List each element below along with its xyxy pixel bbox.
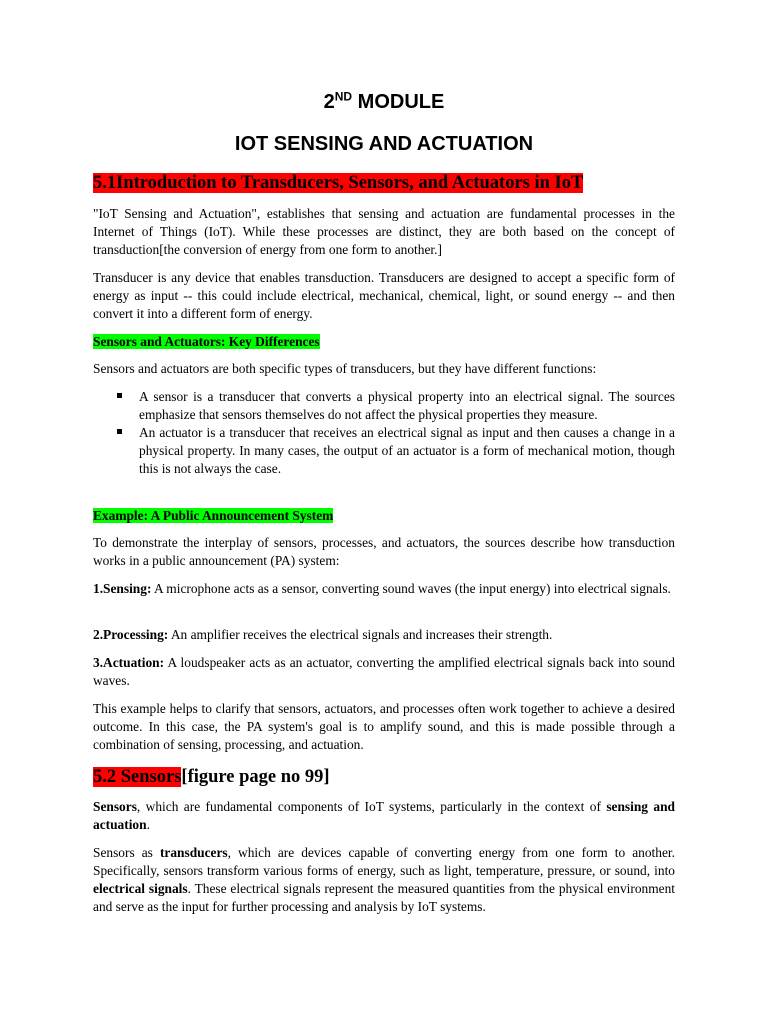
section-5-2-heading-rest: [figure page no 99] — [181, 767, 330, 787]
list-item-text: An actuator is a transducer that receives an electrical signal as input and then causes a change in a physical property. In many cases, the output of an actuator is a form of mechanical motion, though this is not always the case. — [139, 425, 675, 476]
example-intro: To demonstrate the interplay of sensors, processes, and actuators, the sources describe how transduction works in a public announcement (PA) system: — [93, 535, 675, 568]
module-title — [93, 90, 675, 114]
sensors-paragraph-1 — [93, 798, 675, 834]
list-item-sensor — [93, 388, 675, 424]
module-word: MODULE — [357, 91, 445, 113]
bold-term: transducers — [159, 845, 228, 860]
step-processing — [93, 626, 675, 644]
intro-paragraph-2: Transducer is any device that enables transduction. Transducers are designed to accept a specific form of energy as input -- this could include electrical, mechanical, chemical, light, or sound energy -- and then convert it into a different form of energy. — [93, 270, 675, 321]
key-differences-intro: Sensors and actuators are both specific types of transducers, but they have different functions: — [93, 361, 597, 376]
step-label: 2.Processing: — [93, 627, 169, 642]
text-run: . These electrical signals represent the measured quantities from the physical environment and serve as the input for further processing and analysis by IoT systems. — [93, 881, 675, 914]
bold-term: Sensors — [93, 799, 137, 814]
bold-term: sensing and actuation — [93, 799, 675, 832]
example-heading-text: Example: A Public Announcement System — [93, 508, 334, 523]
key-differences-heading-text: Sensors and Actuators: Key Differences — [93, 334, 320, 349]
step-label: 3.Actuation: — [93, 655, 165, 670]
example-heading — [93, 507, 675, 525]
text-run: . — [146, 817, 150, 832]
bullet-square-icon — [117, 429, 122, 434]
section-5-2-heading — [93, 766, 675, 788]
bold-term: electrical signals — [93, 881, 188, 896]
bullet-list — [93, 388, 675, 478]
module-number-suffix: ND — [334, 89, 353, 104]
step-text: A loudspeaker acts as an actuator, converting the amplified electrical signals back into sound waves. — [93, 655, 675, 688]
key-differences-heading — [93, 333, 675, 351]
section-5-2-heading-highlight: 5.2 Sensors — [93, 767, 182, 787]
step-sensing — [93, 580, 675, 598]
example-conclusion: This example helps to clarify that sensors, actuators, and processes often work together to achieve a desired outcome. In this case, the PA system's goal is to amplify sound, and this is made possible through a combination of sensing, processing, and actuation. — [93, 701, 675, 752]
intro-paragraph-1: "IoT Sensing and Actuation", establishes that sensing and actuation are fundamental processes in the Internet of Things (IoT). While these processes are distinct, they are both based on the concept of transduction[the conversion of energy from one form to another.] — [93, 206, 675, 257]
list-item-text: A sensor is a transducer that converts a physical property into an electrical signal. The sources emphasize that sensors themselves do not affect the physical properties they measure. — [139, 389, 675, 422]
sensors-paragraph-2 — [93, 844, 675, 916]
module-number: 2 — [323, 91, 335, 113]
text-run: Sensors as — [93, 845, 160, 860]
step-actuation — [93, 654, 675, 690]
section-5-1-heading-text: 5.1Introduction to Transducers, Sensors, and Actuators in IoT — [93, 173, 584, 193]
text-run: , which are devices capable of converting energy from one form to another. Specifically, sensors transform various forms of energy, such as light, temperature, pressure, or sound, into — [93, 845, 675, 878]
section-5-1-heading — [93, 172, 675, 194]
bullet-square-icon — [117, 393, 122, 398]
list-item-actuator — [93, 424, 675, 478]
step-text: A microphone acts as a sensor, converting sound waves (the input energy) into electrical signals. — [151, 581, 671, 596]
document-subtitle: IOT SENSING AND ACTUATION — [234, 133, 534, 155]
step-label: 1.Sensing: — [93, 581, 152, 596]
text-run: , which are fundamental components of IoT systems, particularly in the context of — [136, 799, 607, 814]
step-text: An amplifier receives the electrical signals and increases their strength. — [168, 627, 553, 642]
